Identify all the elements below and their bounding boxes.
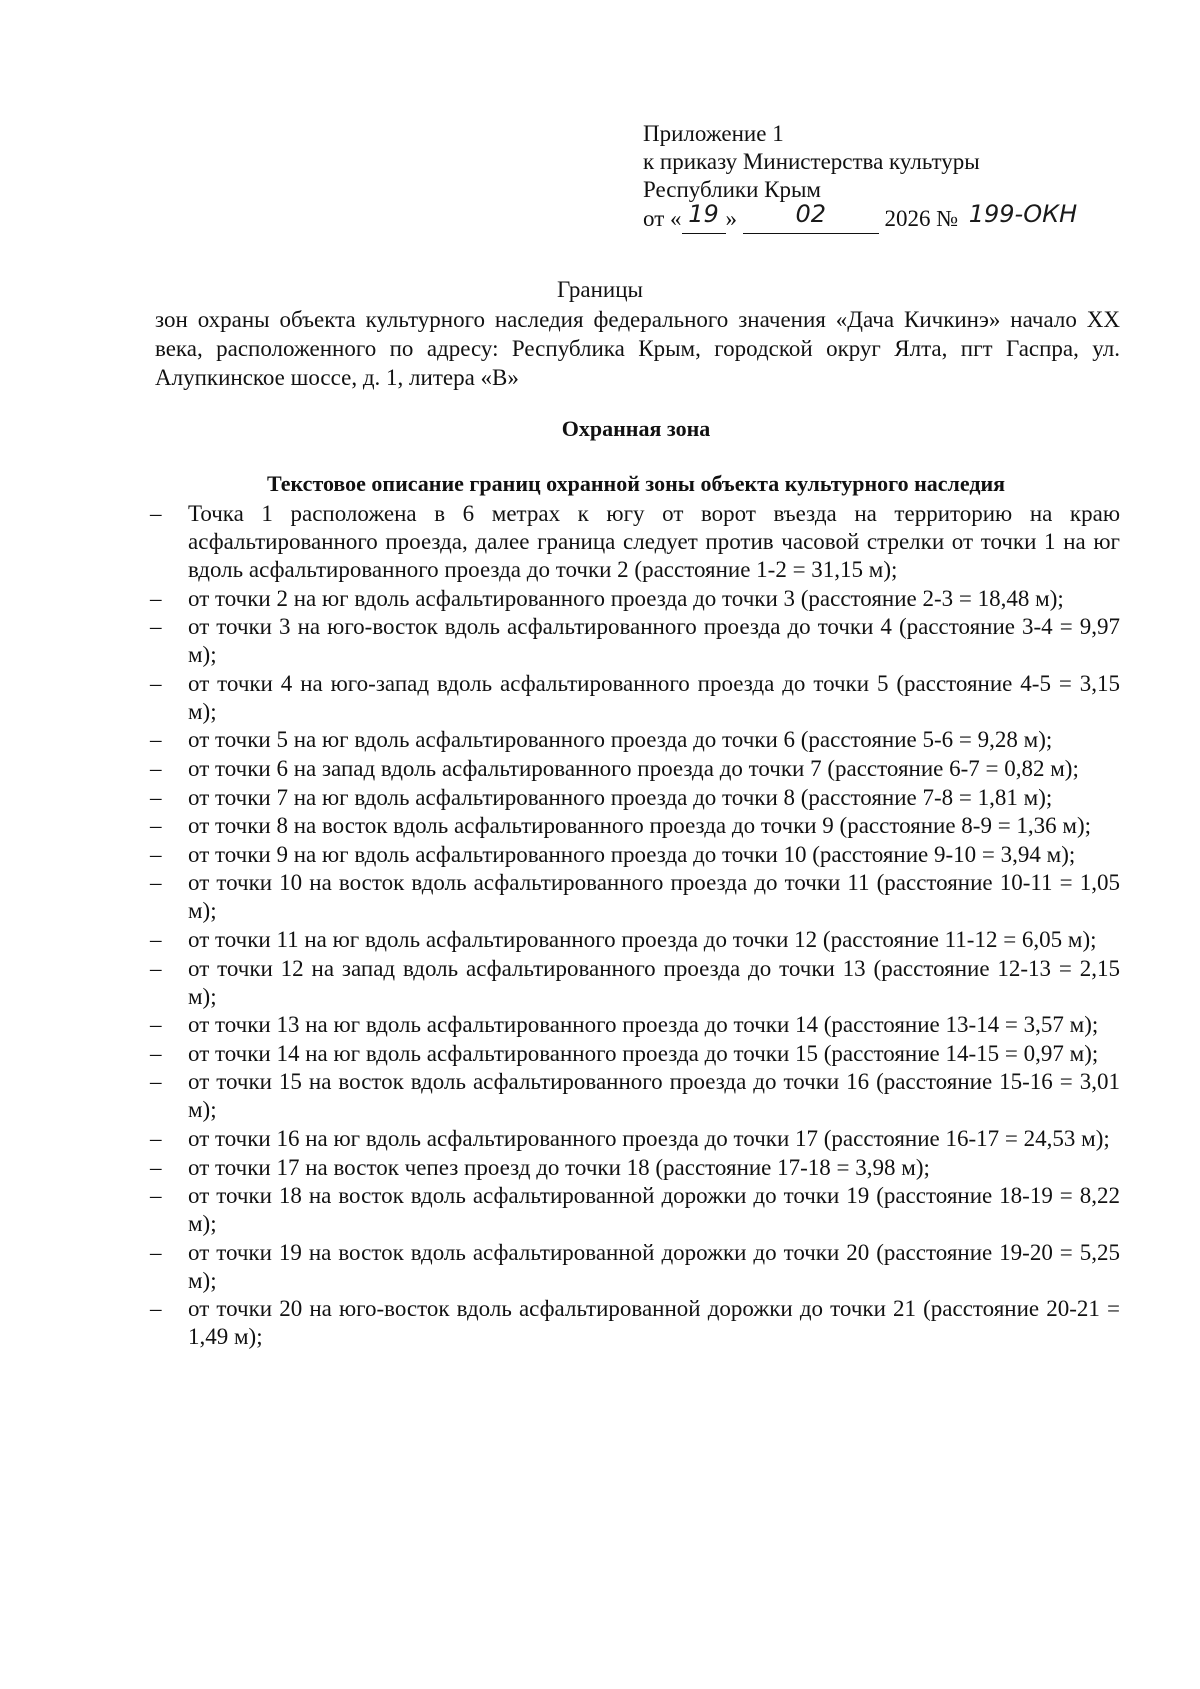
list-item <box>150 869 1120 925</box>
list-item-text: от точки 17 на восток чепез проезд до точки 18 (расстояние 17-18 = 3,98 м); <box>188 1154 930 1180</box>
bullet-dash: – <box>150 670 162 696</box>
list-item-text: от точки 11 на юг вдоль асфальтированного проезда до точки 12 (расстояние 11-12 = 6,05 м); <box>188 926 1097 952</box>
list-item-text: от точки 3 на юго-восток вдоль асфальтированного проезда до точки 4 (расстояние 3-4 = 9,97 м); <box>188 614 1120 668</box>
date-day-blank <box>682 200 726 234</box>
date-mid: » <box>725 206 737 231</box>
list-item <box>150 1011 1120 1039</box>
list-item-text: от точки 13 на юг вдоль асфальтированного проезда до точки 14 (расстояние 13-14 = 3,57 м); <box>188 1012 1099 1038</box>
date-month-blank <box>743 200 879 234</box>
bullet-dash: – <box>150 1012 162 1038</box>
bullet-dash: – <box>150 1069 162 1095</box>
appendix-republic: Республики Крым <box>643 177 821 202</box>
bullet-dash: – <box>150 813 162 839</box>
list-item-text: от точки 8 на восток вдоль асфальтированного проезда до точки 9 (расстояние 8-9 = 1,36 м); <box>188 813 1092 839</box>
appendix-block <box>643 120 1163 234</box>
list-item-text: от точки 18 на восток вдоль асфальтированной дорожки до точки 19 (расстояние 18-19 = 8,22 м); <box>188 1183 1120 1237</box>
order-number-handwritten: 199-ОКН <box>968 200 1078 228</box>
bullet-dash: – <box>150 1125 162 1151</box>
list-item <box>150 726 1120 754</box>
bullet-dash: – <box>150 614 162 640</box>
list-item <box>150 812 1120 840</box>
appendix-label: Приложение 1 <box>643 121 784 146</box>
date-month-handwritten: 02 <box>795 200 827 228</box>
list-item-text: от точки 16 на юг вдоль асфальтированного проезда до точки 17 (расстояние 16-17 = 24,53 м); <box>188 1125 1110 1151</box>
document-subtitle: зон охраны объекта культурного наследия федерального значения «Дача Кичкинэ» начало XX века, расположенного по адресу: Республика Крым, городской округ Ялта, пгт Гаспра, ул. Алупкинское шоссе, д. 1, литера «В» <box>155 307 1120 390</box>
list-item <box>150 841 1120 869</box>
bullet-dash: – <box>150 1040 162 1066</box>
list-item-text: от точки 5 на юг вдоль асфальтированного проезда до точки 6 (расстояние 5-6 = 9,28 м); <box>188 727 1053 753</box>
date-day-handwritten: 19 <box>688 200 719 228</box>
list-item-text: от точки 15 на восток вдоль асфальтированного проезда до точки 16 (расстояние 15-16 = 3,01 м); <box>188 1069 1120 1123</box>
bullet-dash: – <box>150 755 162 781</box>
order-number-blank <box>964 200 1082 233</box>
list-item <box>150 670 1120 726</box>
appendix-order-ref: к приказу Министерства культуры <box>643 149 980 174</box>
bullet-dash: – <box>150 1239 162 1265</box>
list-item-text: от точки 19 на восток вдоль асфальтированной дорожки до точки 20 (расстояние 19-20 = 5,25 м); <box>188 1239 1120 1293</box>
section-heading: Охранная зона <box>561 416 711 441</box>
bullet-dash: – <box>150 1183 162 1209</box>
date-year-text: 2026 № <box>884 206 959 231</box>
list-item-text: от точки 7 на юг вдоль асфальтированного проезда до точки 8 (расстояние 7-8 = 1,81 м); <box>188 784 1053 810</box>
list-item-text: от точки 12 на запад вдоль асфальтированного проезда до точки 13 (расстояние 12-13 = 2,15 м); <box>188 955 1120 1009</box>
bullet-dash: – <box>150 727 162 753</box>
list-item-text: от точки 9 на юг вдоль асфальтированного проезда до точки 10 (расстояние 9-10 = 3,94 м); <box>188 841 1076 867</box>
list-item <box>150 955 1120 1011</box>
bullet-dash: – <box>150 841 162 867</box>
bullet-dash: – <box>150 926 162 952</box>
bullet-dash: – <box>150 585 162 611</box>
description-heading: Текстовое описание границ охранной зоны объекта культурного наследия <box>266 471 1006 496</box>
bullet-dash: – <box>150 870 162 896</box>
list-item <box>150 1182 1120 1238</box>
bullet-dash: – <box>150 955 162 981</box>
list-item <box>150 1154 1120 1182</box>
list-item-text: от точки 2 на юг вдоль асфальтированного проезда до точки 3 (расстояние 2-3 = 18,48 м); <box>188 585 1064 611</box>
bullet-dash: – <box>150 1154 162 1180</box>
list-item-text: от точки 14 на юг вдоль асфальтированного проезда до точки 15 (расстояние 14-15 = 0,97 м); <box>188 1040 1099 1066</box>
list-item-text: от точки 10 на восток вдоль асфальтированного проезда до точки 11 (расстояние 10-11 = 1,05 м); <box>188 870 1120 924</box>
list-item <box>150 1040 1120 1068</box>
list-item <box>150 613 1120 669</box>
bullet-dash: – <box>150 501 162 526</box>
list-item <box>150 1068 1120 1124</box>
list-item <box>150 1125 1120 1153</box>
appendix-date-line <box>643 200 1163 234</box>
document-title: Границы <box>557 277 643 302</box>
list-item <box>150 1239 1120 1295</box>
list-item <box>150 926 1120 954</box>
boundary-description-list <box>150 500 1120 1352</box>
list-item-text: Точка 1 расположена в 6 метрах к югу от ворот въезда на территорию на краю асфальтированного проезда, далее граница следует против часовой стрелки от точки 1 на юг вдоль асфальтированного проезда до точки 2 (расстояние 1-2 = 31,15 м); <box>188 501 1120 582</box>
list-item <box>150 500 1120 584</box>
list-item <box>150 755 1120 783</box>
list-item-text: от точки 4 на юго-запад вдоль асфальтированного проезда до точки 5 (расстояние 4-5 = 3,15 м); <box>188 670 1120 724</box>
list-item <box>150 784 1120 812</box>
list-item-text: от точки 20 на юго-восток вдоль асфальтированной дорожки до точки 21 (расстояние 20-21 = 1,49 м); <box>188 1296 1120 1350</box>
list-item-text: от точки 6 на запад вдоль асфальтированного проезда до точки 7 (расстояние 6-7 = 0,82 м); <box>188 755 1079 781</box>
list-item <box>150 585 1120 613</box>
bullet-dash: – <box>150 1296 162 1322</box>
bullet-dash: – <box>150 784 162 810</box>
list-item <box>150 1295 1120 1351</box>
date-prefix: от « <box>643 206 682 231</box>
